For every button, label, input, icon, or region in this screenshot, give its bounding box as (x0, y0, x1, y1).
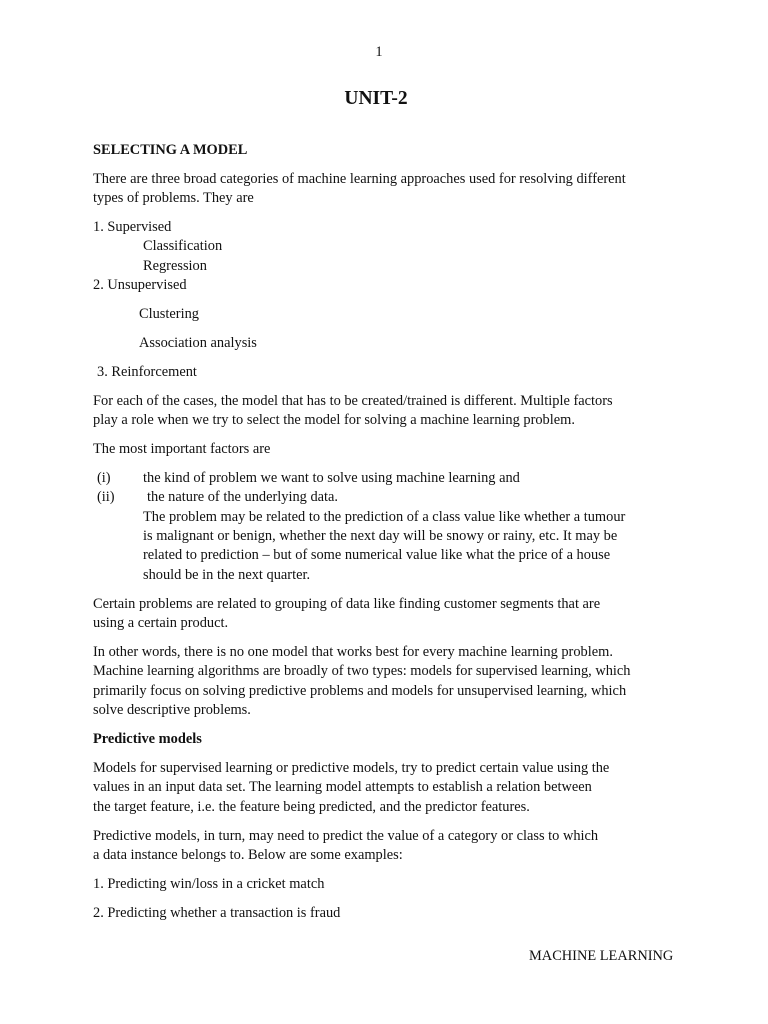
predictive-models-heading: Predictive models (93, 731, 202, 747)
example-item: 1. Predicting win/loss in a cricket match (93, 876, 325, 892)
factor-detail-line: is malignant or benign, whether the next day will be snowy or rainy, etc. It may be (143, 528, 618, 544)
list-subitem-clustering: Clustering (139, 306, 199, 322)
unit-title: UNIT-2 (344, 88, 408, 109)
page-footer: MACHINE LEARNING (529, 948, 674, 964)
paragraph-line: Machine learning algorithms are broadly of two types: models for supervised learning, which (93, 663, 631, 679)
paragraph-line: a data instance belongs to. Below are some examples: (93, 847, 403, 863)
factor-detail-line: The problem may be related to the prediction of a class value like whether a tumour (143, 509, 626, 525)
paragraph-line: In other words, there is no one model that works best for every machine learning problem. (93, 644, 613, 660)
section-heading: SELECTING A MODEL (93, 142, 248, 158)
paragraph-line: using a certain product. (93, 615, 229, 631)
factor-detail-line: should be in the next quarter. (143, 567, 311, 583)
intro-line: types of problems. They are (93, 190, 254, 206)
list-item-unsupervised: 2. Unsupervised (93, 277, 187, 293)
factor-text: the kind of problem we want to solve using machine learning and (143, 470, 520, 486)
paragraph-line: Models for supervised learning or predictive models, try to predict certain value using the (93, 760, 610, 776)
paragraph-line: play a role when we try to select the model for solving a machine learning problem. (93, 412, 575, 428)
paragraph-line: Certain problems are related to grouping of data like finding customer segments that are (93, 596, 601, 612)
list-subitem-classification: Classification (143, 238, 223, 254)
paragraph-line: solve descriptive problems. (93, 702, 251, 718)
page-number: 1 (375, 44, 383, 60)
factor-marker: (i) (97, 470, 111, 486)
list-subitem-regression: Regression (143, 258, 207, 274)
intro-line: There are three broad categories of machine learning approaches used for resolving different (93, 171, 626, 187)
paragraph-line: values in an input data set. The learning model attempts to establish a relation between (93, 779, 592, 795)
factors-intro: The most important factors are (93, 441, 271, 457)
example-item: 2. Predicting whether a transaction is fraud (93, 905, 341, 921)
paragraph-line: For each of the cases, the model that has to be created/trained is different. Multiple factors (93, 393, 613, 409)
list-item-reinforcement: 3. Reinforcement (97, 364, 197, 380)
list-subitem-association: Association analysis (139, 335, 257, 351)
factor-marker: (ii) (97, 489, 115, 505)
paragraph-line: the target feature, i.e. the feature being predicted, and the predictor features. (93, 799, 530, 815)
paragraph-line: primarily focus on solving predictive problems and models for unsupervised learning, which (93, 683, 627, 699)
list-item-supervised: 1. Supervised (93, 219, 172, 235)
paragraph-line: Predictive models, in turn, may need to predict the value of a category or class to which (93, 828, 599, 844)
factor-detail-line: related to prediction – but of some numerical value like what the price of a house (143, 547, 611, 563)
factor-text: the nature of the underlying data. (147, 489, 339, 505)
